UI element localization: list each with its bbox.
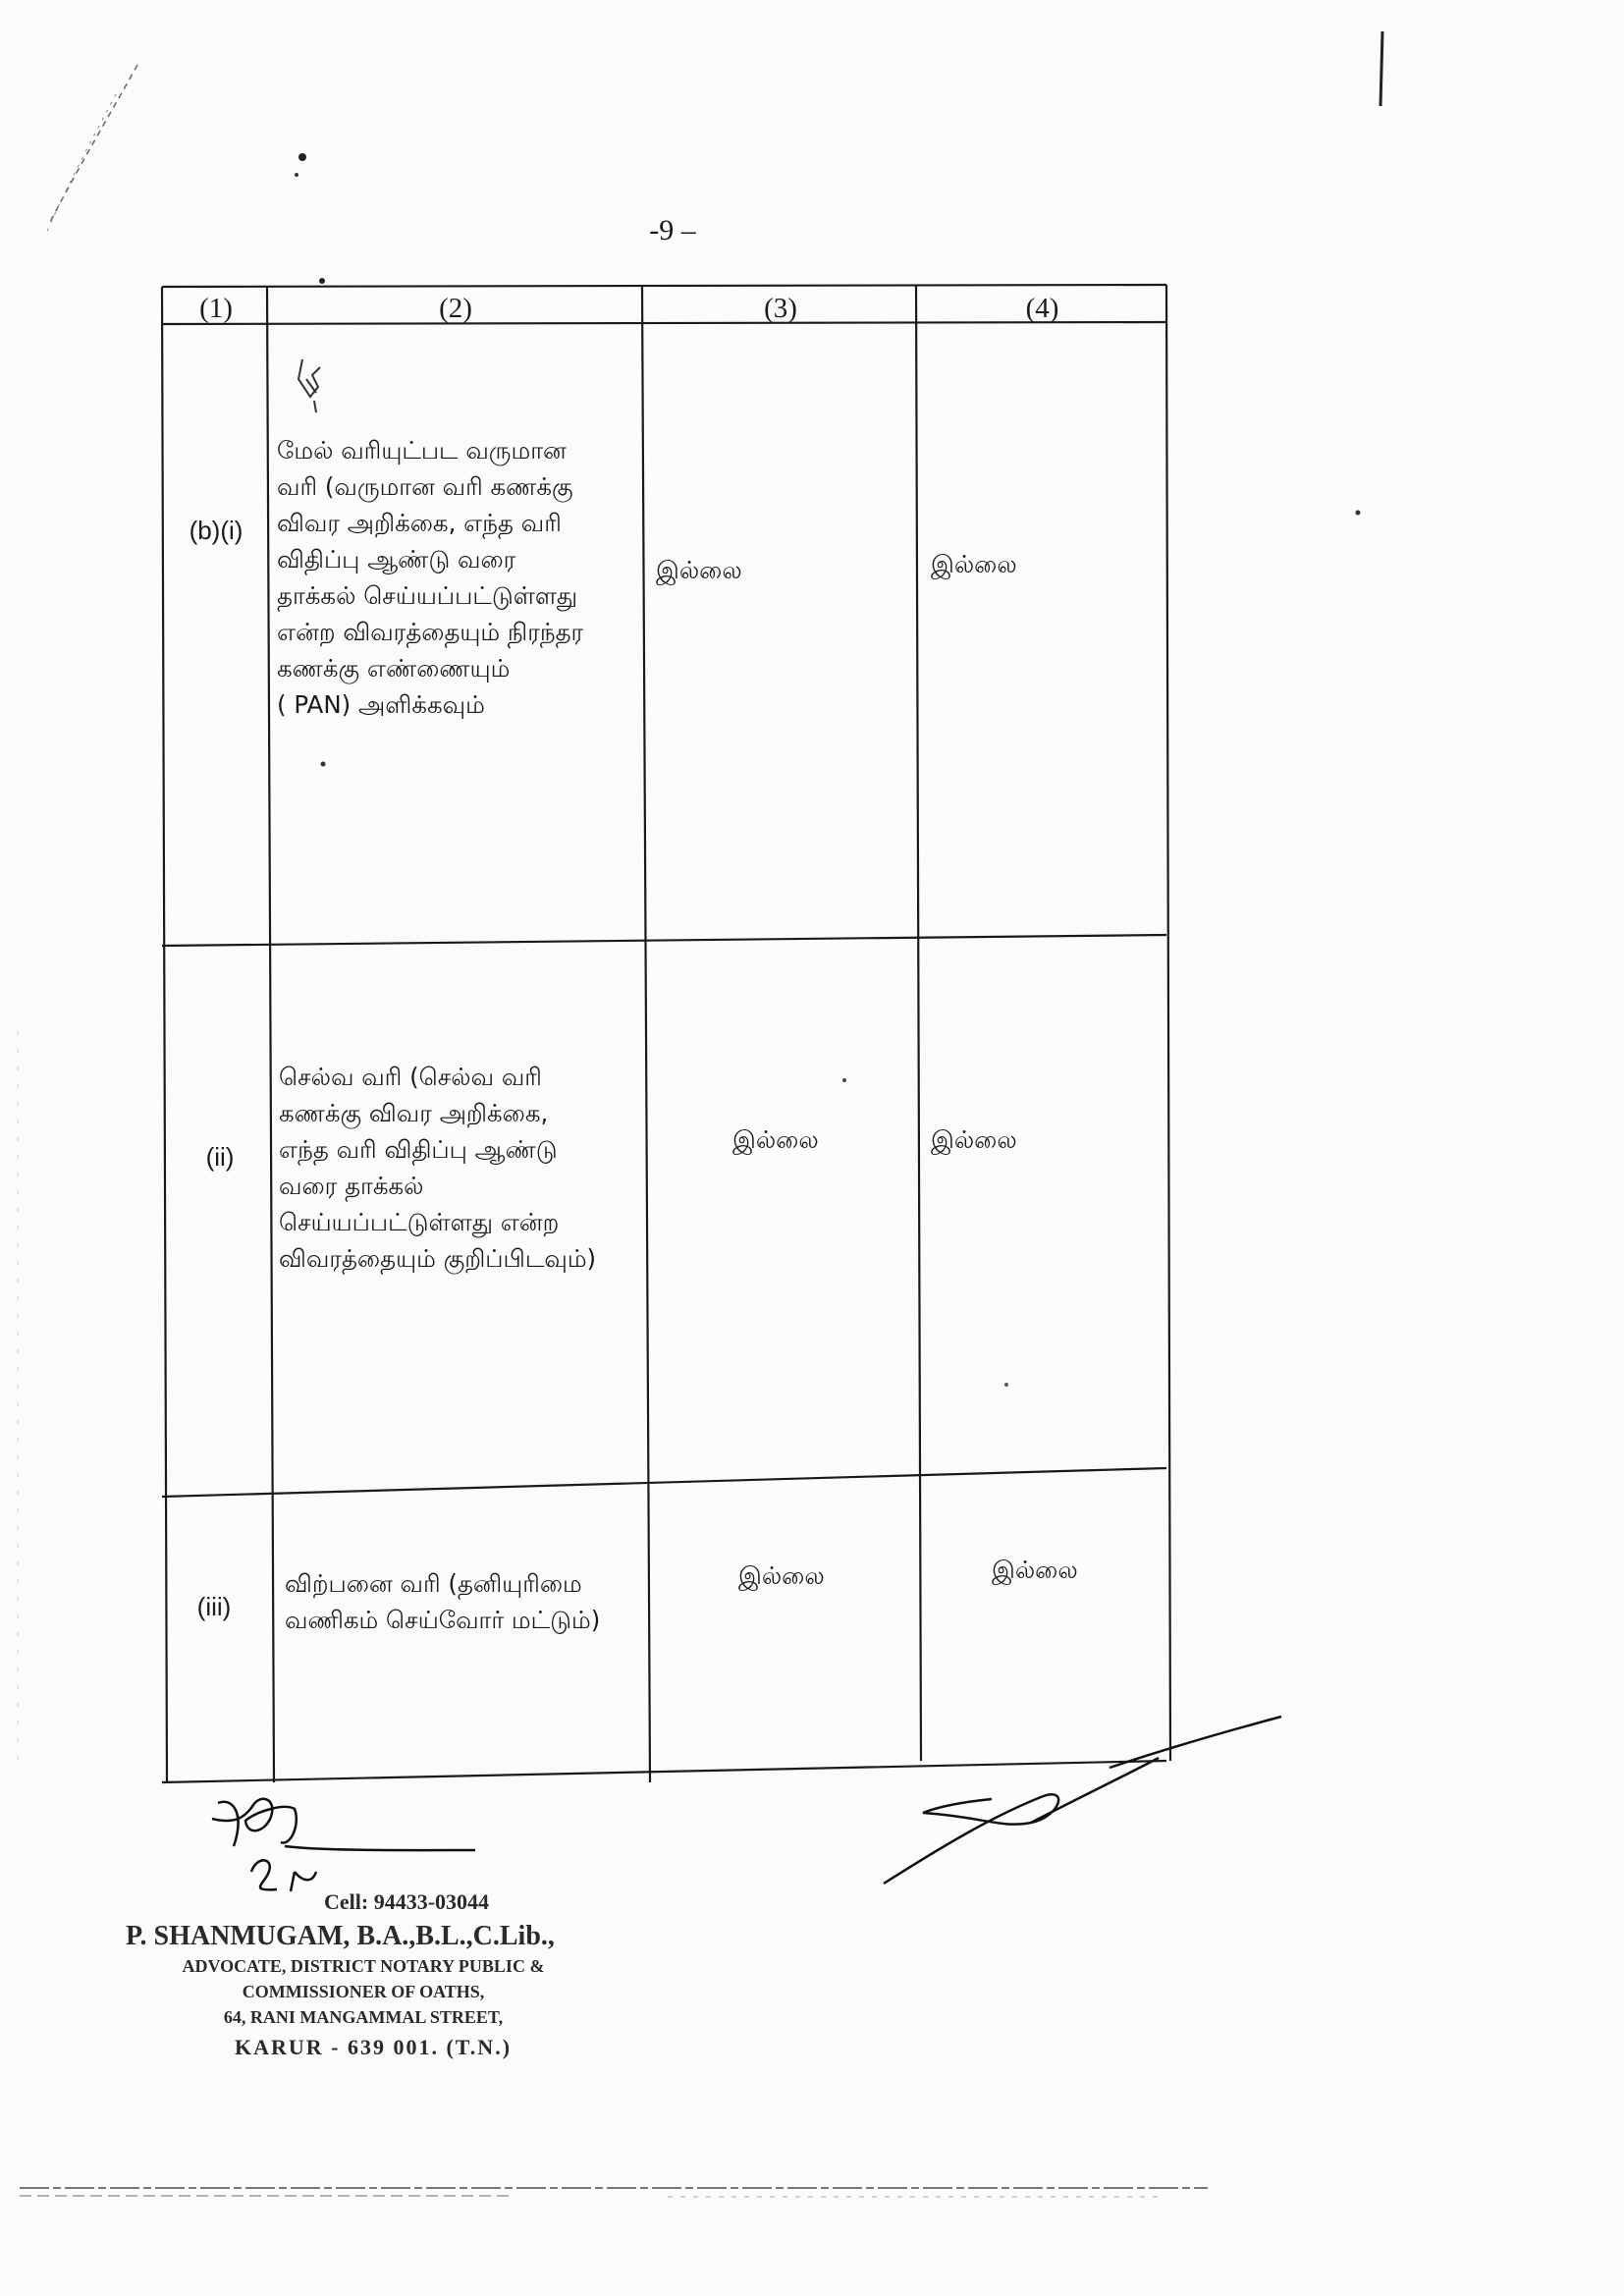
header-col-2: (2) [439, 293, 472, 324]
stamp-line-4: KARUR - 639 001. (T.N.) [234, 2035, 513, 2059]
header-col-4: (4) [1025, 293, 1059, 324]
stamp-line-3: 64, RANI MANGAMMAL STREET, [223, 2007, 504, 2027]
row-2-serial: (ii) [205, 1142, 235, 1172]
description-line: விவரத்தையும் குறிப்பிடவும்) [279, 1244, 597, 1273]
row-2-col4: இல்லை [931, 1125, 1017, 1154]
row-2-col3: இல்லை [732, 1125, 819, 1154]
row-1-col3: இல்லை [656, 556, 742, 584]
description-line: விற்பனை வரி (தனியுரிமை [285, 1569, 582, 1598]
description-line: விதிப்பு ஆண்டு வரை [277, 545, 516, 574]
description-line: கணக்கு விவர அறிக்கை, [279, 1099, 549, 1127]
description-line: செல்வ வரி (செல்வ வரி [279, 1063, 542, 1091]
description-line: மேல் வரியுட்பட வருமான [277, 436, 567, 465]
stamp-cell: Cell: 94433-03044 [324, 1889, 490, 1914]
description-line: தாக்கல் செய்யப்பட்டுள்ளது [277, 581, 578, 610]
stamp-name: P. SHANMUGAM, B.A.,B.L.,C.Lib., [126, 1921, 555, 1951]
page-number: -9 – [649, 214, 696, 246]
description-line: எந்த வரி விதிப்பு ஆண்டு [279, 1135, 558, 1164]
stamp-line-2: COMMISSIONER OF OATHS, [242, 1982, 485, 2001]
stamp-line-1: ADVOCATE, DISTRICT NOTARY PUBLIC & [182, 1956, 545, 1976]
description-line: ( PAN) அளிக்கவும் [277, 690, 485, 719]
row-3-col3: இல்லை [738, 1561, 825, 1590]
description-line: கணக்கு எண்ணையும் [277, 654, 511, 683]
description-line: செய்யப்பட்டுள்ளது என்ற [279, 1208, 560, 1236]
row-3-col4: இல்லை [992, 1556, 1078, 1584]
description-line: வணிகம் செய்வோர் மட்டும்) [285, 1606, 601, 1634]
description-line: விவர அறிக்கை, எந்த வரி [277, 509, 562, 537]
description-line: வரி (வருமான வரி கணக்கு [277, 472, 573, 501]
header-col-1: (1) [199, 293, 233, 324]
row-1-col4: இல்லை [931, 550, 1017, 578]
row-3-serial: (iii) [196, 1592, 232, 1621]
description-line: வரை தாக்கல் [279, 1172, 424, 1200]
header-col-3: (3) [764, 293, 797, 324]
row-1-serial: (b)(i) [189, 516, 244, 545]
description-line: என்ற விவரத்தையும் நிரந்தர [277, 618, 584, 646]
